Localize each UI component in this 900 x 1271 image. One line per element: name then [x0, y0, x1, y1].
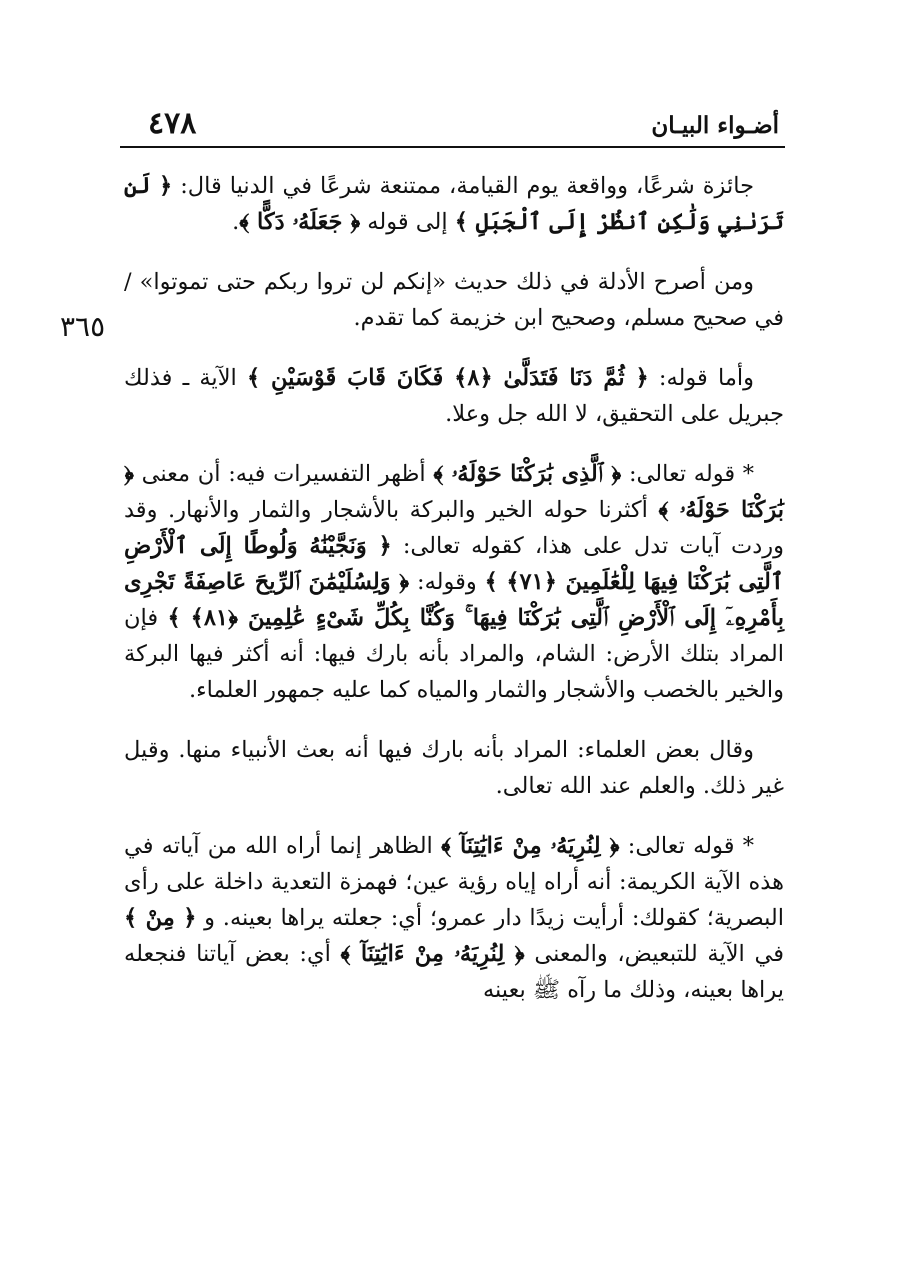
paragraph-text: وقال بعض العلماء: المراد بأنه بارك فيها أنه بعث الأنبياء منها. وقيل غير ذلك. والعلم عند الله تعالى.	[124, 737, 784, 799]
main-text	[124, 168, 784, 1032]
paragraph	[124, 456, 784, 708]
paragraph-text: جائزة شرعًا، وواقعة يوم القيامة، ممتنعة شرعًا في الدنيا قال:	[172, 173, 754, 199]
paragraph-text: ومن أصرح الأدلة في ذلك حديث «إنكم لن تروا ربكم حتى تموتوا» / في صحيح مسلم، وصحيح ابن خزيمة كما تقدم.	[124, 269, 784, 331]
quran-verse: ﴿ مِنْ ﴾	[124, 905, 197, 931]
quran-verse: ﴿ بَٰرَكْنَا حَوْلَهُۥ ﴾	[124, 461, 784, 523]
paragraph-text: وأما قوله:	[648, 365, 755, 391]
paragraph	[124, 264, 784, 336]
page-number: ٤٧٨	[148, 106, 197, 141]
quran-verse: ﴿ وَلِسُلَيْمَٰنَ ٱلرِّيحَ عَاصِفَةً تَجْرِى بِأَمْرِهِۦٓ إِلَى ٱلْأَرْضِ ٱلَّتِى بَٰرَكْنَا فِيهَا ۚ وَكُنَّا بِكُلِّ شَىْءٍ عَٰلِمِينَ ﴿٨١﴾ ﴾	[124, 569, 784, 631]
quran-verse: ﴿ جَعَلَهُۥ دَكًّا ﴾	[239, 209, 361, 235]
paragraph-text: الظاهر إنما أراه الله من آياته في هذه الآية الكريمة: أنه أراه إياه رؤية عين؛ فهمزة التعدية داخلة على رأى البصرية؛ كقولك: أرأيت زيدًا دار عمرو؛ أي: جعلته يراها بعينه. و	[124, 833, 784, 931]
quran-verse: ﴿ ثُمَّ دَنَا فَتَدَلَّىٰ ﴿٨﴾ فَكَانَ قَابَ قَوْسَيْنِ ﴾	[246, 365, 649, 391]
paragraph-text: أي: بعض آياتنا فنجعله يراها بعينه، وذلك ما رآه ﷺ بعينه	[124, 941, 784, 1003]
quran-verse: ﴿ لَن تَرَىٰنِي وَلَٰكِنِ ٱنظُرْ إِلَى ٱلْجَبَلِ ﴾	[124, 173, 784, 235]
paragraph	[124, 732, 784, 804]
paragraph	[124, 360, 784, 432]
paragraph-text: في الآية للتبعيض، والمعنى	[524, 941, 784, 967]
running-title: أضـواء البيـان	[651, 112, 779, 139]
margin-page-reference: ٣٦٥	[60, 310, 106, 343]
paragraph-text: .	[232, 209, 240, 235]
quran-verse: ﴿ لِنُرِيَهُۥ مِنْ ءَايَٰتِنَآ ﴾	[340, 941, 525, 967]
paragraph-text: أظهر التفسيرات فيه: أن معنى	[133, 461, 434, 487]
paragraph-text: إلى قوله	[360, 209, 455, 235]
paragraph-text: * قوله تعالى:	[621, 461, 754, 487]
paragraph-text: أكثرنا حوله الخير والبركة بالأشجار والثمار والأنهار. وقد وردت آيات تدل على هذا، كقوله تعالى:	[124, 497, 784, 559]
paragraph	[124, 828, 784, 1008]
paragraph-text: فإن المراد بتلك الأرض: الشام، والمراد بأنه بارك فيها: أنه أكثر فيها البركة والخير بالخصب والأشجار والثمار والمياه كما عليه جمهور العلماء.	[124, 605, 784, 703]
quran-verse: ﴿ لِنُرِيَهُۥ مِنْ ءَايَٰتِنَآ ﴾	[441, 833, 620, 859]
quran-verse: ﴿ ٱلَّذِى بَٰرَكْنَا حَوْلَهُۥ ﴾	[433, 461, 622, 487]
page-header	[120, 96, 785, 148]
paragraph-text: وقوله:	[409, 569, 485, 595]
paragraph	[124, 168, 784, 240]
quran-verse: ﴿ وَنَجَّيْنَٰهُ وَلُوطًا إِلَى ٱلْأَرْضِ ٱلَّتِى بَٰرَكْنَا فِيهَا لِلْعَٰلَمِينَ ﴿٧١﴾ ﴾	[124, 533, 784, 595]
paragraph-text: الآية ـ فذلك جبريل على التحقيق، لا الله جل وعلا.	[124, 365, 784, 427]
paragraph-text: * قوله تعالى:	[619, 833, 754, 859]
